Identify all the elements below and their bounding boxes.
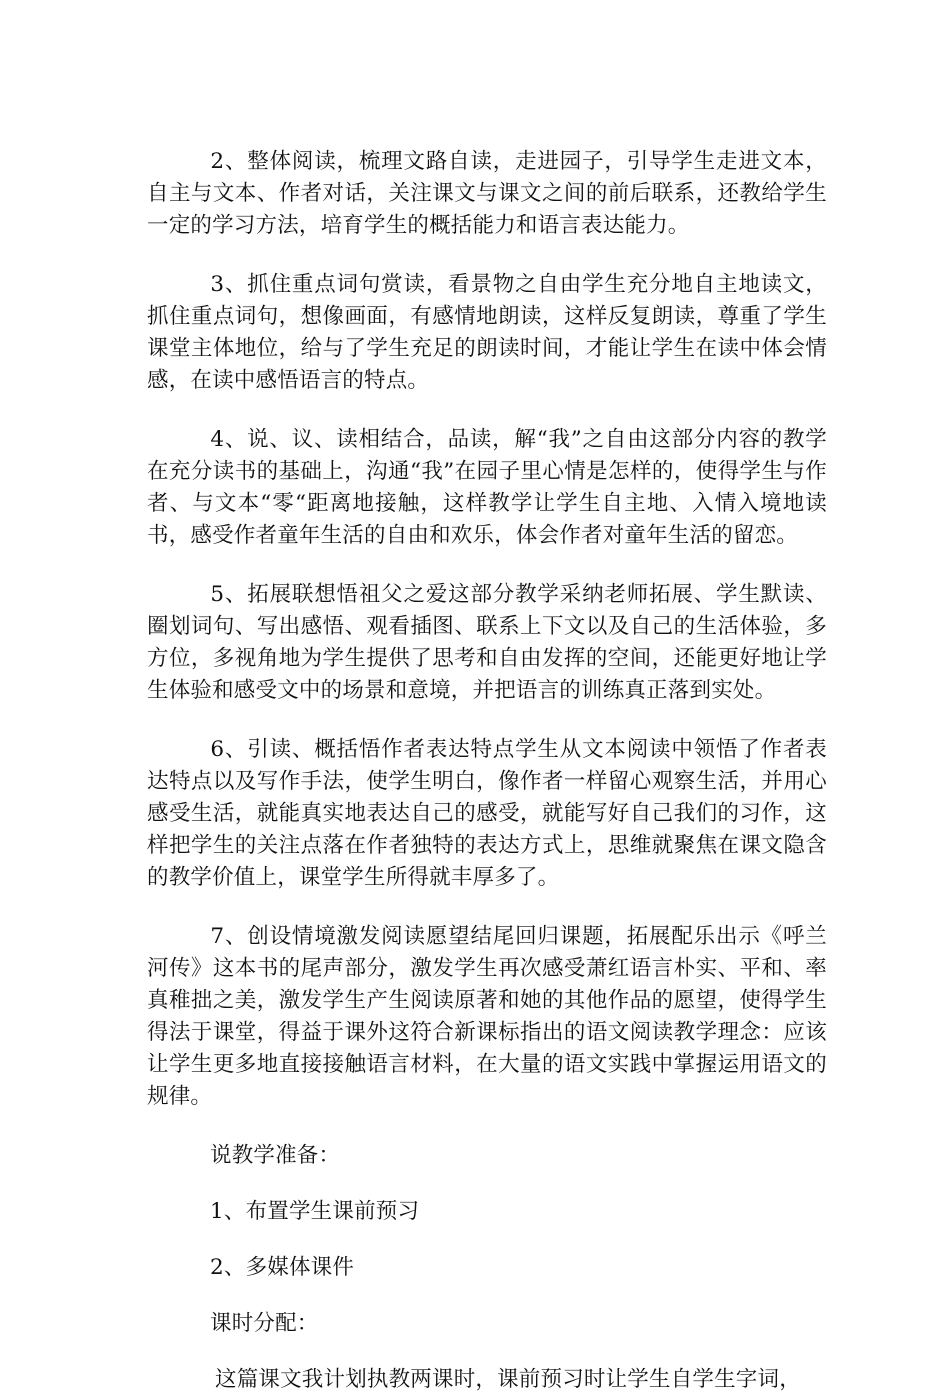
time-heading: 课时分配：	[210, 1311, 319, 1336]
paragraph-key-words-reading: 3、抓住重点词句赏读，看景物之自由学生充分地自主地读文，抓住重点词句，想像画面，有感情地朗读，这样反复朗读，尊重了学生课堂主体地位，给与了学生充足的朗读时间，才能让学生在读中体会情感，在读中感悟语言的特点。	[147, 272, 827, 393]
prep-item-multimedia: 2、多媒体课件	[210, 1255, 355, 1280]
prep-item-preview: 1、布置学生课前预习	[210, 1199, 420, 1224]
paragraph-create-situation: 7、创设情境激发阅读愿望结尾回归课题，拓展配乐出示《呼兰河传》这本书的尾声部分，激发学生再次感受萧红语言朴实、平和、率真稚拙之美，激发学生产生阅读原著和她的其他作品的愿望，使得学生得法于课堂，得益于课外这符合新课标指出的语文阅读教学理念：应该让学生更多地直接接触语言材料，在大量的语文实践中掌握运用语文的规律。	[147, 924, 827, 1109]
paragraph-author-features: 6、引读、概括悟作者表达特点学生从文本阅读中领悟了作者表达特点以及写作手法，使学生明白，像作者一样留心观察生活，并用心感受生活，就能真实地表达自己的感受，就能写好自己我们的习作，这样把学生的关注点落在作者独特的表达方式上，思维就聚焦在课文隐含的教学价值上，课堂学生所得就丰厚多了。	[147, 737, 827, 890]
prep-heading: 说教学准备：	[210, 1143, 341, 1168]
document-body	[147, 146, 827, 1396]
paragraph-discuss-read: 4、说、议、读相结合，品读，解“我”之自由这部分内容的教学在充分读书的基础上，沟通“我”在园子里心情是怎样的，使得学生与作者、与文本“零“距离地接触，这样教学让学生自主地、入情入境地读书，感受作者童年生活的自由和欢乐，体会作者对童年生活的留恋。	[147, 427, 827, 548]
time-text: 这篇课文我计划执教两课时，课前预习时让学生自学生字词，	[215, 1367, 801, 1392]
paragraph-overall-reading: 2、整体阅读，梳理文路自读，走进园子，引导学生走进文本，自主与文本、作者对话，关注课文与课文之间的前后联系，还教给学生一定的学习方法，培育学生的概括能力和语言表达能力。	[147, 149, 827, 238]
paragraph-extend-association: 5、拓展联想悟祖父之爱这部分教学采纳老师拓展、学生默读、圈划词句、写出感悟、观看插图、联系上下文以及自己的生活体验，多方位，多视角地为学生提供了思考和自由发挥的空间，还能更好地让学生体验和感受文中的场景和意境，并把语言的训练真正落到实处。	[147, 582, 827, 703]
